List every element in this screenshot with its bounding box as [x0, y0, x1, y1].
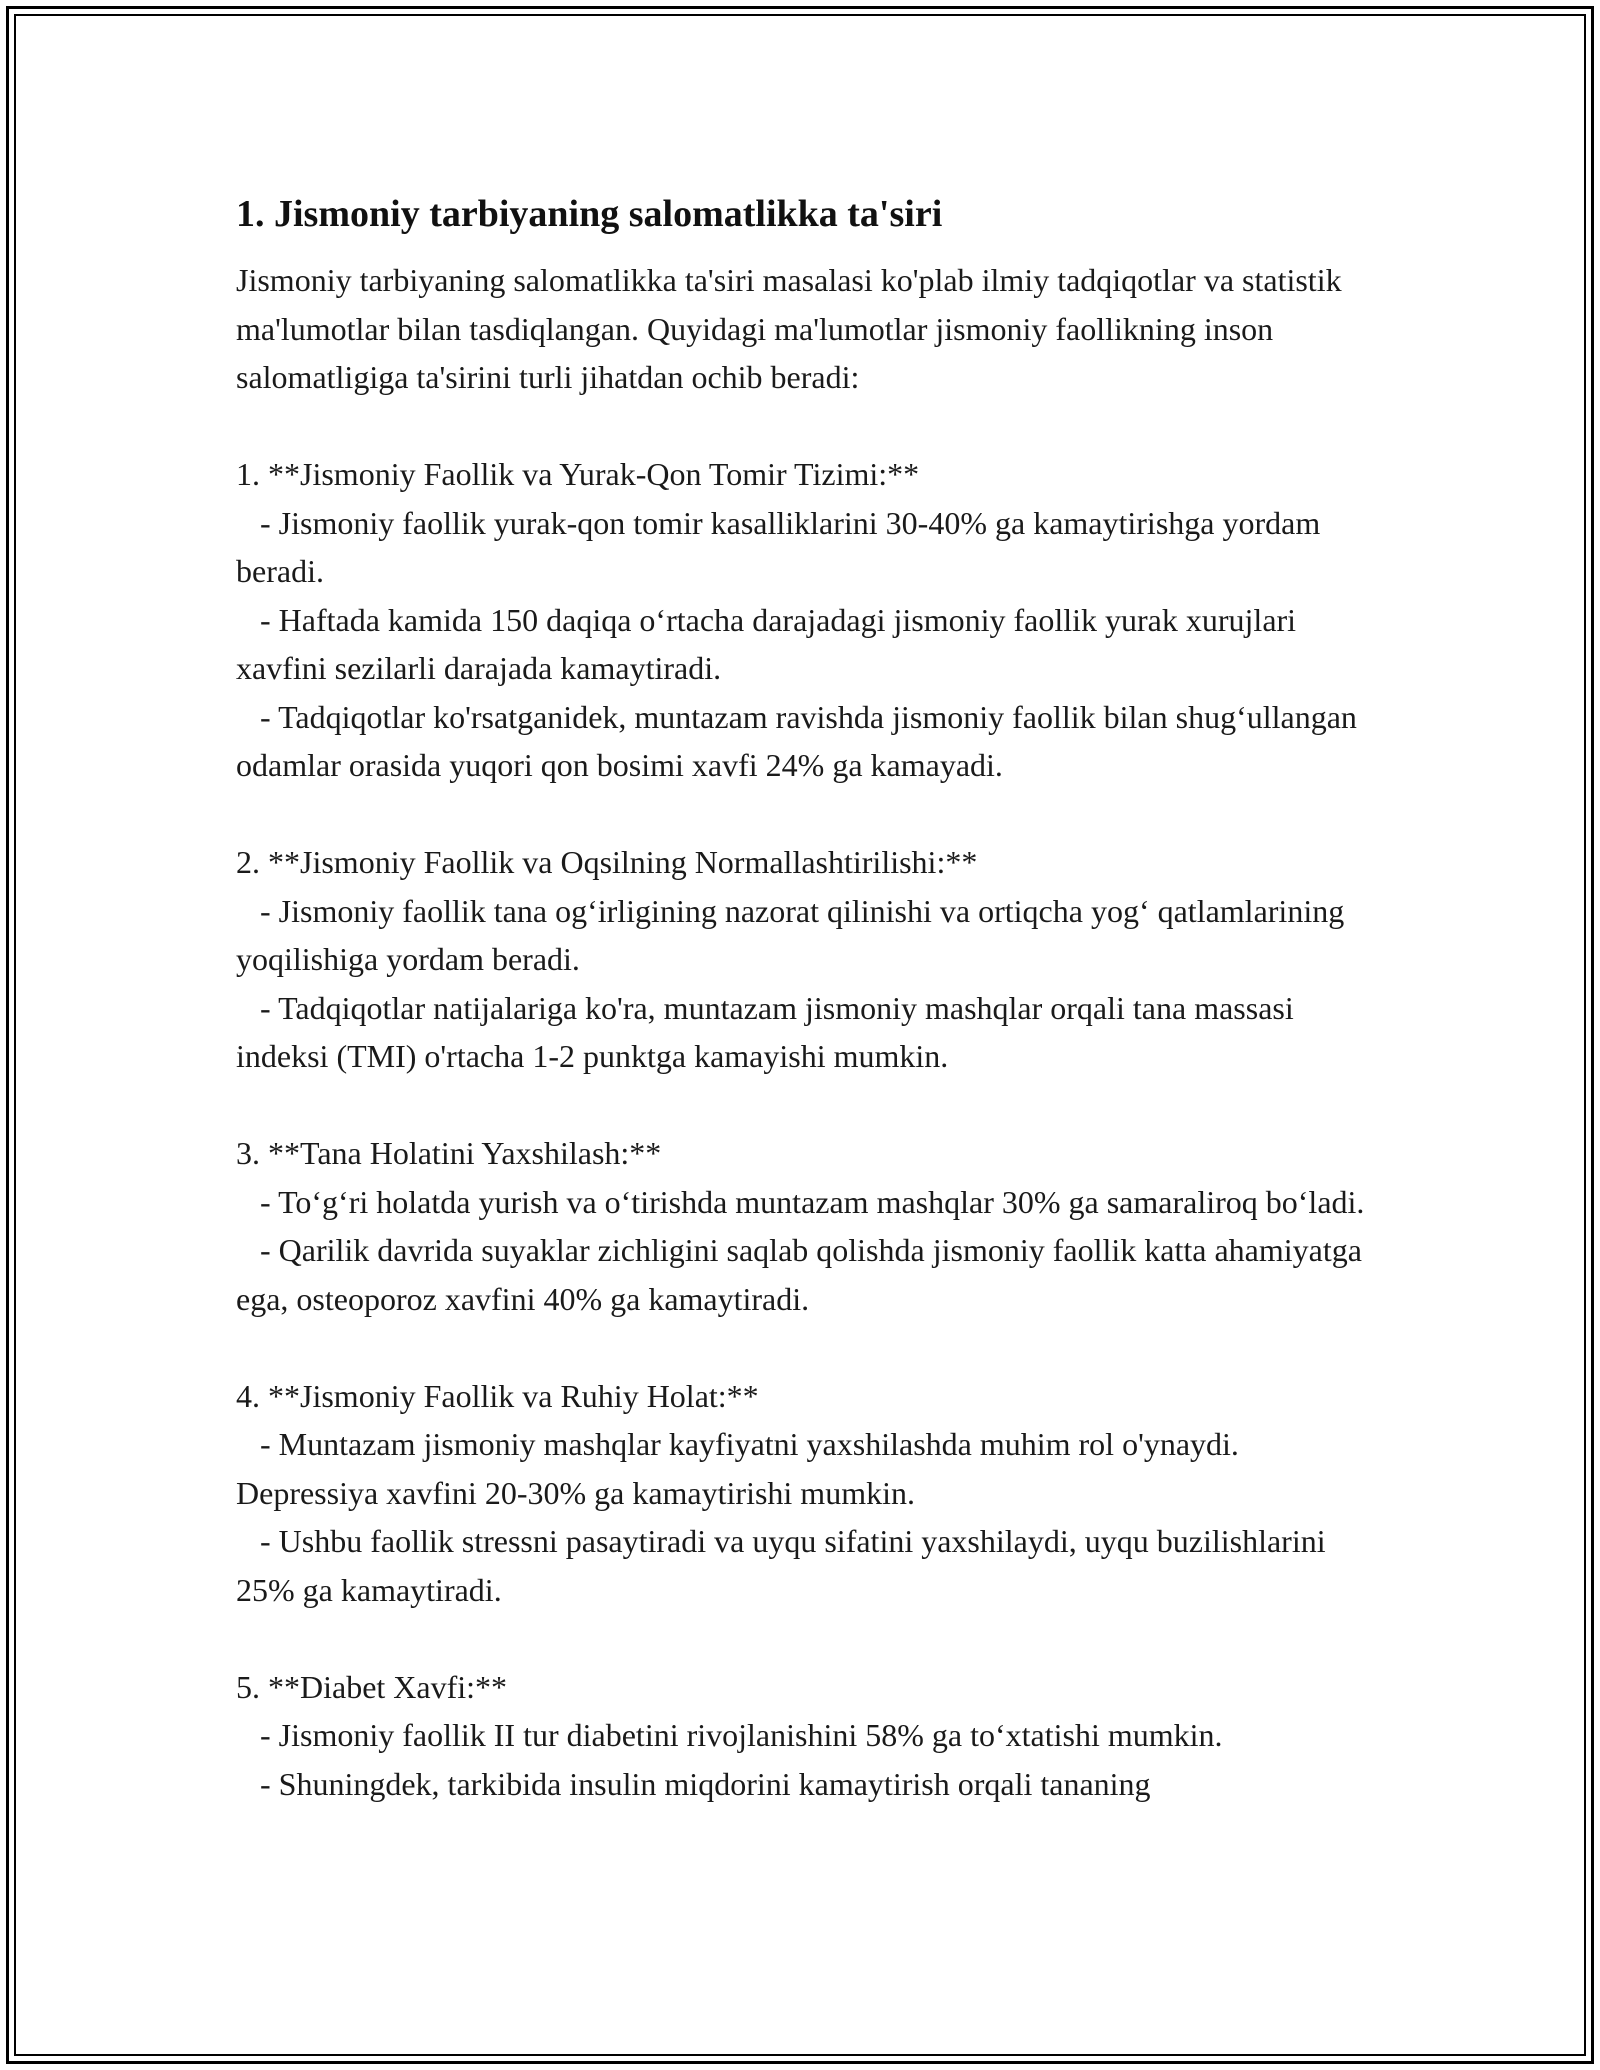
bullet-item: - Jismoniy faollik tana og‘irligining nazorat qilinishi va ortiqcha yog‘ qatlamlarining yoqilishiga yordam beradi. — [236, 892, 1353, 977]
section-heading: 5. **Diabet Xavfi:** — [236, 1668, 508, 1705]
bullet-item: - Muntazam jismoniy mashqlar kayfiyatni yaxshilashda muhim rol o'ynaydi. Depressiya xavfini 20-30% ga kamaytirishi mumkin. — [236, 1426, 1247, 1511]
section-heading: 2. **Jismoniy Faollik va Oqsilning Normallashtirilishi:** — [236, 844, 978, 880]
section-heading: 1. **Jismoniy Faollik va Yurak-Qon Tomir Tizimi:** — [236, 456, 920, 492]
bullet-item: - Qarilik davrida suyaklar zichligini saqlab qolishda jismoniy faollik katta ahamiyatga ega, osteoporoz xavfini 40% ga kamaytiradi. — [236, 1232, 1370, 1317]
bullet-item: - Haftada kamida 150 daqiqa o‘rtacha darajadagi jismoniy faollik yurak xurujlari xavfini sezilarli darajada kamaytiradi. — [236, 601, 1305, 686]
section-5 — [236, 1663, 1376, 1809]
section-2 — [236, 838, 1376, 1081]
section-4 — [236, 1372, 1376, 1615]
page-title: 1. Jismoniy tarbiyaning salomatlikka ta'siri — [236, 193, 943, 235]
bullet-item: - To‘g‘ri holatda yurish va o‘tirishda muntazam mashqlar 30% ga samaraliroq bo‘ladi. — [236, 1183, 1365, 1220]
bullet-item: - Shuningdek, tarkibida insulin miqdorini kamaytirish orqali tananing — [236, 1765, 1151, 1802]
bullet-item: - Jismoniy faollik II tur diabetini rivojlanishini 58% ga to‘xtatishi mumkin. — [236, 1717, 1223, 1753]
section-3 — [236, 1129, 1376, 1323]
document-body — [236, 190, 1376, 1808]
bullet-item: - Tadqiqotlar ko'rsatganidek, muntazam ravishda jismoniy faollik bilan shug‘ullangan odamlar orasida yuqori qon bosimi xavfi 24% ga kamayadi. — [236, 698, 1365, 783]
section-heading: 4. **Jismoniy Faollik va Ruhiy Holat:** — [236, 1377, 759, 1414]
bullet-item: - Tadqiqotlar natijalariga ko'ra, muntazam jismoniy mashqlar orqali tana massasi indeksi (TMI) o'rtacha 1-2 punktga kamayishi mumkin. — [236, 989, 1302, 1074]
bullet-item: - Jismoniy faollik yurak-qon tomir kasalliklarini 30-40% ga kamaytirishga yordam beradi. — [236, 504, 1329, 589]
intro-paragraph: Jismoniy tarbiyaning salomatlikka ta'siri masalasi ko'plab ilmiy tadqiqotlar va statistik ma'lumotlar bilan tasdiqlangan. Quyidagi ma'lumotlar jismoniy faollikning inson salomatligiga ta'sirini turli jihatdan ochib beradi: — [236, 262, 1342, 395]
section-heading: 3. **Tana Holatini Yaxshilash:** — [236, 1135, 662, 1171]
bullet-item: - Ushbu faollik stressni pasaytiradi va uyqu sifatini yaxshilaydi, uyqu buzilishlarini 25% ga kamaytiradi. — [236, 1523, 1334, 1608]
section-1 — [236, 450, 1376, 790]
